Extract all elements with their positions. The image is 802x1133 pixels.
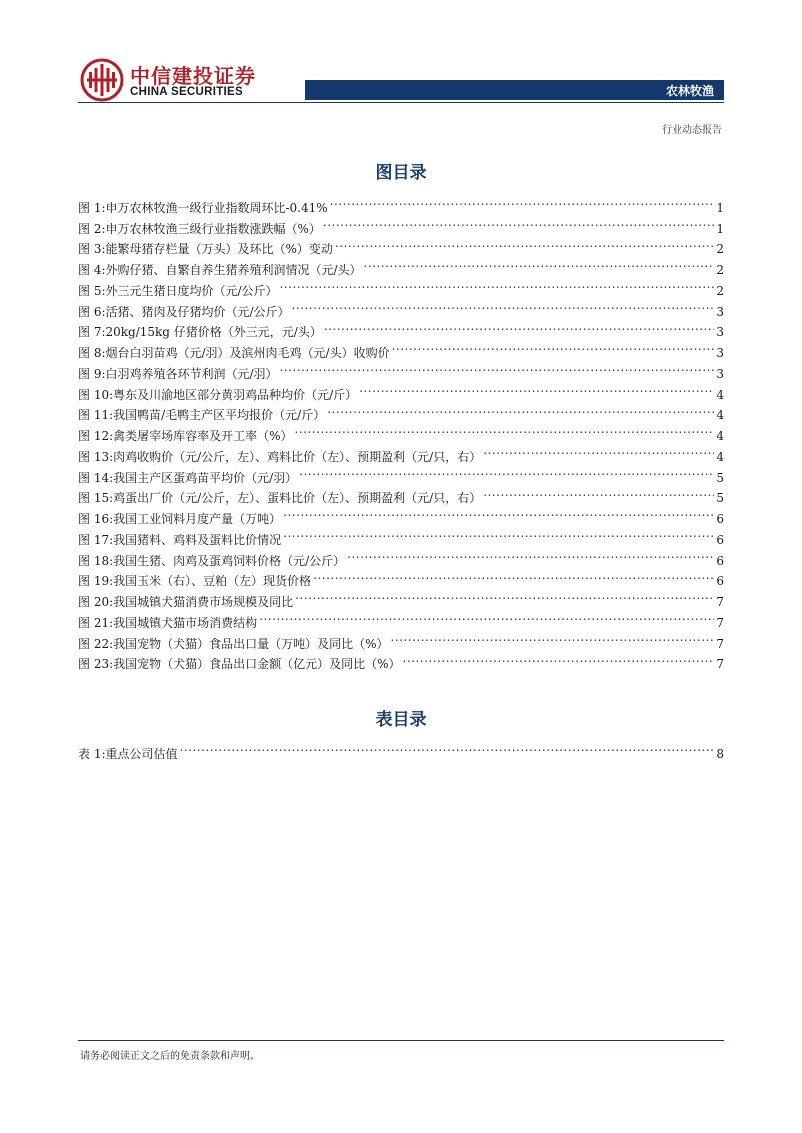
toc-leader-dots — [280, 357, 715, 378]
toc-entry-label: 图 3:能繁母猪存栏量（万头）及环比（%）变动 — [78, 239, 335, 260]
toc-leader-dots — [327, 399, 714, 420]
toc-leader-dots — [295, 419, 715, 440]
toc-entry-page: 7 — [716, 615, 724, 630]
toc-entry-page: 6 — [716, 553, 724, 568]
toc-leader-dots — [299, 461, 714, 482]
company-logo — [80, 58, 260, 104]
company-name-en: CHINA SECURITIES — [130, 86, 243, 98]
footer-divider — [78, 1040, 724, 1041]
toc-entry-label: 图 6:活猪、猪肉及仔猪均价（元/公斤） — [78, 302, 292, 323]
toc-entry-label: 图 2:申万农林牧渔三级行业指数涨跌幅（%） — [78, 219, 323, 240]
report-type: 行业动态报告 — [662, 125, 722, 136]
toc-entry-label: 图 1:申万农林牧渔一级行业指数周环比-0.41% — [78, 198, 330, 219]
toc-entry-label: 图 11:我国鸭苗/毛鸭主产区平均报价（元/斤） — [78, 405, 327, 426]
toc-entry-label: 图 7:20kg/15kg 仔猪价格（外三元，元/头） — [78, 322, 324, 343]
toc-leader-dots — [313, 565, 714, 586]
tables-toc-list — [78, 737, 724, 761]
figures-toc-title: 图目录 — [375, 163, 427, 183]
toc-entry-label: 图 14:我国主产区蛋鸡苗平均价（元/羽） — [78, 468, 299, 489]
toc-leader-dots — [364, 253, 715, 274]
sector-banner — [305, 80, 724, 100]
toc-entry[interactable] — [78, 737, 724, 761]
toc-leader-dots — [283, 502, 714, 523]
header-divider — [78, 102, 724, 103]
toc-entry-label: 图 22:我国宠物（犬猫）食品出口量（万吨）及同比（%） — [78, 634, 391, 655]
toc-leader-dots — [180, 737, 715, 758]
toc-entry-label: 图 13:肉鸡收购价（元/公斤，左）、鸡料比价（左）、预期盈利（元/只，右） — [78, 447, 483, 468]
toc-entry-page: 1 — [716, 200, 724, 215]
toc-entry-page: 3 — [716, 346, 724, 360]
china-securities-logo-icon — [80, 58, 124, 102]
toc-leader-dots — [335, 233, 714, 254]
toc-entry-label: 图 10:粤东及川渝地区部分黄羽鸡品种均价（元/斤） — [78, 385, 359, 406]
toc-entry-page: 2 — [716, 263, 724, 277]
toc-entry-page: 2 — [716, 283, 724, 298]
toc-entry-label: 图 9:白羽鸡养殖各环节利润（元/羽） — [78, 364, 280, 385]
toc-entry-page: 7 — [716, 636, 724, 651]
toc-entry-label: 图 19:我国玉米（右）、豆粕（左）现货价格 — [78, 571, 313, 592]
toc-leader-dots — [347, 544, 714, 565]
toc-entry-page: 3 — [716, 325, 724, 340]
toc-entry-label: 图 15:鸡蛋出厂价（元/公斤，左）、蛋料比价（左）、预期盈利（元/只，右） — [78, 488, 483, 509]
toc-leader-dots — [259, 606, 714, 627]
toc-leader-dots — [280, 274, 715, 295]
toc-entry-label: 图 21:我国城镇犬猫市场消费结构 — [78, 613, 259, 634]
toc-entry-page: 6 — [716, 574, 724, 589]
toc-entry-label: 图 20:我国城镇犬猫消费市场规模及同比 — [78, 592, 295, 613]
toc-leader-dots — [283, 523, 714, 544]
toc-leader-dots — [295, 585, 714, 606]
toc-leader-dots — [391, 627, 715, 648]
toc-entry-page: 4 — [716, 449, 724, 464]
toc-entry-page: 3 — [716, 304, 724, 319]
toc-entry-page: 7 — [716, 657, 724, 672]
toc-entry-label: 图 23:我国宠物（犬猫）食品出口金额（亿元）及同比（%） — [78, 654, 403, 675]
footer-disclaimer: 请务必阅读正文之后的免责条款和声明。 — [80, 1051, 260, 1062]
toc-leader-dots — [292, 295, 715, 316]
toc-entry-label: 图 12:禽类屠宰场库容率及开工率（%） — [78, 426, 295, 447]
company-name-cn: 中信建投证券 — [130, 64, 256, 88]
toc-entry-label: 图 8:烟台白羽苗鸡（元/羽）及滨州肉毛鸡（元/头）收购价 — [78, 343, 392, 364]
toc-leader-dots — [483, 440, 714, 461]
toc-leader-dots — [359, 378, 714, 399]
toc-entry-page: 8 — [716, 746, 724, 761]
toc-leader-dots — [323, 212, 714, 233]
toc-leader-dots — [483, 482, 714, 503]
toc-entry-page: 7 — [716, 595, 724, 609]
toc-entry-page: 5 — [716, 491, 724, 506]
toc-entry-label: 图 4:外购仔猪、自繁自养生猪养殖利润情况（元/头） — [78, 260, 364, 281]
toc-entry-page: 4 — [716, 387, 724, 402]
toc-entry-page: 3 — [716, 366, 724, 381]
toc-entry-page: 4 — [716, 408, 724, 423]
figures-toc-list — [78, 191, 724, 672]
toc-entry-label: 图 18:我国生猪、肉鸡及蛋鸡饲料价格（元/公斤） — [78, 551, 347, 572]
toc-entry-page: 2 — [716, 242, 724, 257]
toc-entry-label: 图 17:我国猪料、鸡料及蛋料比价情况 — [78, 530, 283, 551]
toc-entry[interactable] — [78, 191, 724, 215]
toc-leader-dots — [392, 336, 715, 357]
toc-entry-page: 5 — [716, 470, 724, 485]
toc-entry-page: 1 — [716, 221, 724, 236]
toc-leader-dots — [330, 191, 715, 212]
toc-leader-dots — [403, 648, 715, 669]
toc-leader-dots — [324, 316, 715, 337]
toc-entry-label: 图 16:我国工业饲料月度产量（万吨） — [78, 509, 283, 530]
toc-entry-page: 4 — [716, 429, 724, 443]
toc-entry-label: 图 5:外三元生猪日度均价（元/公斤） — [78, 281, 280, 302]
toc-entry-page: 6 — [716, 532, 724, 547]
tables-toc-title: 表目录 — [375, 710, 427, 730]
toc-entry-page: 6 — [716, 512, 724, 526]
sector-label: 农林牧渔 — [665, 84, 714, 98]
toc-entry-label: 表 1:重点公司估值 — [78, 744, 180, 765]
